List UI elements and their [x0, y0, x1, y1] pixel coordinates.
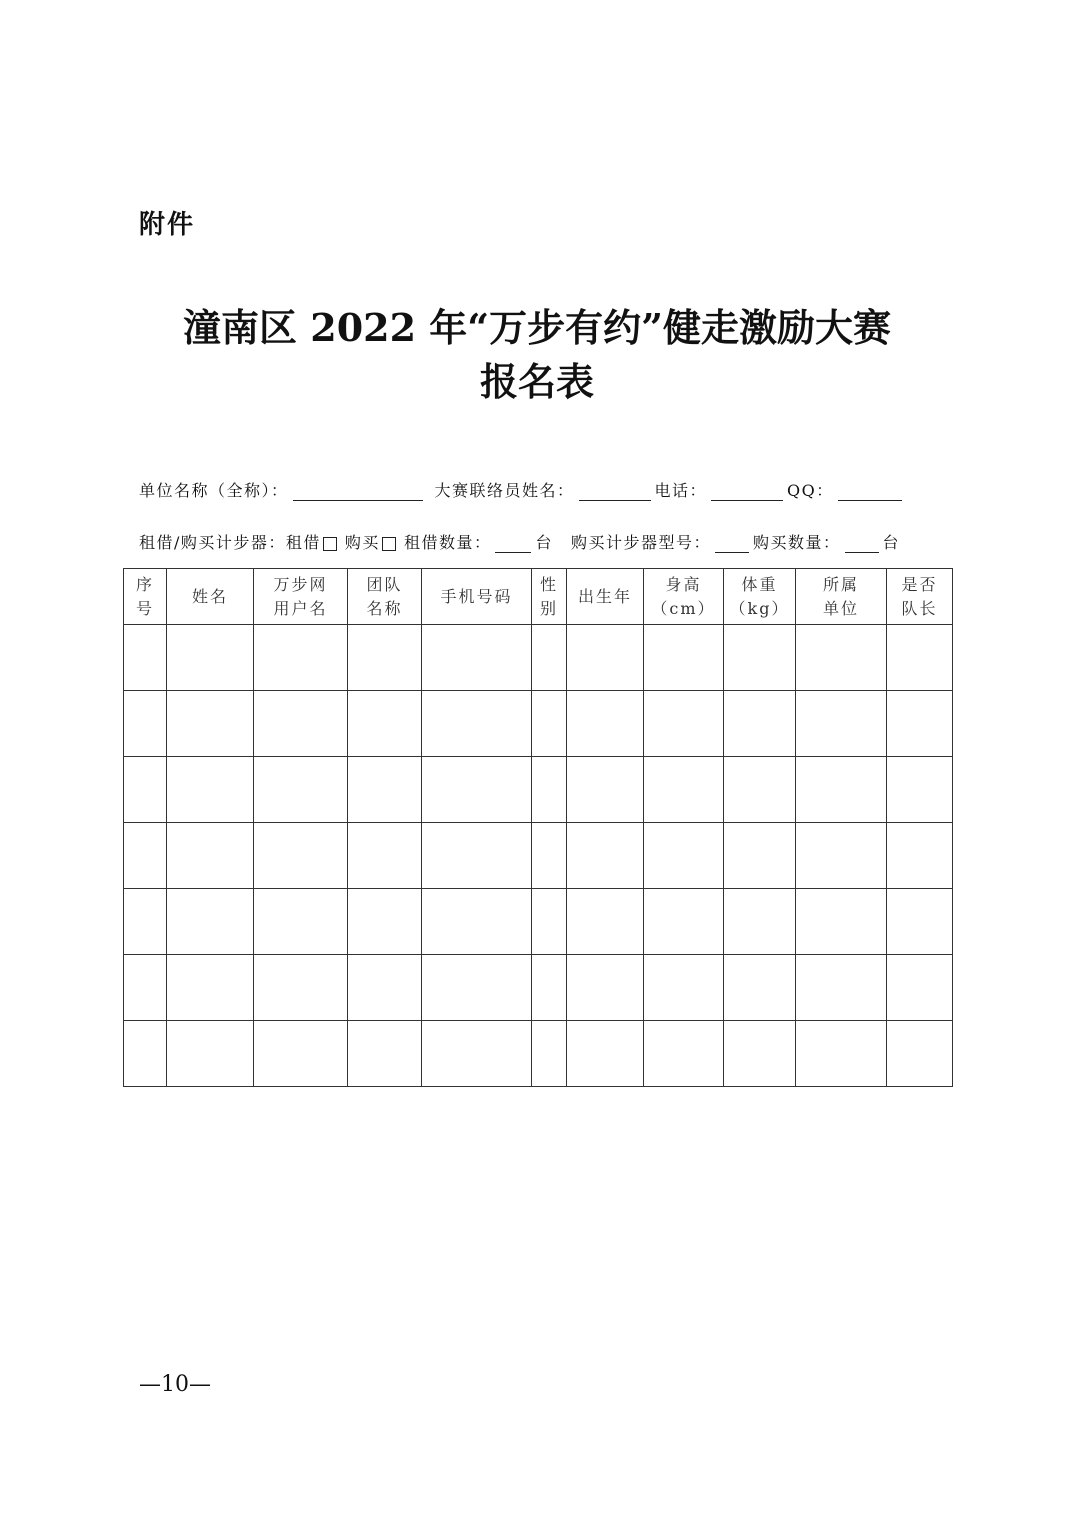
table-cell[interactable]	[124, 955, 167, 1021]
table-cell[interactable]	[724, 757, 796, 823]
column-header-line2: 队长	[901, 598, 938, 618]
table-cell[interactable]	[422, 757, 532, 823]
pedometer-label: 租借/购买计步器：	[139, 533, 286, 552]
phone-blank[interactable]	[711, 482, 783, 501]
table-cell[interactable]	[887, 625, 953, 691]
column-header-line1: 万步网	[273, 574, 328, 594]
column-header-line1: 姓名	[191, 586, 228, 606]
column-header-line1: 序	[135, 574, 154, 594]
table-cell[interactable]	[167, 823, 254, 889]
table-cell[interactable]	[644, 757, 724, 823]
attachment-label: 附件	[139, 210, 196, 240]
table-cell[interactable]	[887, 1021, 953, 1087]
table-cell[interactable]	[254, 691, 348, 757]
table-cell[interactable]	[796, 823, 887, 889]
table-cell[interactable]	[532, 625, 567, 691]
table-cell[interactable]	[167, 1021, 254, 1087]
table-cell[interactable]	[254, 889, 348, 955]
column-header	[422, 569, 532, 625]
column-header	[724, 569, 796, 625]
liaison-name-blank[interactable]	[579, 482, 651, 501]
column-header-line1: 所属	[822, 574, 859, 594]
phone-label: 电话：	[654, 481, 708, 500]
column-header-line2: （kg）	[729, 598, 790, 618]
table-cell[interactable]	[348, 823, 422, 889]
table-cell[interactable]	[532, 757, 567, 823]
table-cell[interactable]	[644, 955, 724, 1021]
table-row	[124, 691, 953, 757]
registration-table	[123, 568, 953, 1087]
table-body	[124, 625, 953, 1087]
column-header	[887, 569, 953, 625]
model-blank[interactable]	[715, 534, 749, 553]
rent-checkbox[interactable]	[323, 537, 337, 551]
column-header-line2: 名称	[366, 598, 403, 618]
column-header	[532, 569, 567, 625]
column-header-line2: 单位	[822, 598, 859, 618]
column-header-line1: 是否	[901, 574, 938, 594]
table-row	[124, 1021, 953, 1087]
table-row	[124, 955, 953, 1021]
table-cell[interactable]	[796, 757, 887, 823]
table-cell[interactable]	[724, 1021, 796, 1087]
table-cell[interactable]	[348, 955, 422, 1021]
table-cell[interactable]	[796, 625, 887, 691]
unit-name-label: 单位名称（全称）：	[139, 481, 289, 500]
table-row	[124, 823, 953, 889]
column-header-line2: 用户名	[273, 598, 328, 618]
qq-label: QQ：	[787, 481, 834, 500]
column-header-line2: 别	[539, 598, 558, 618]
table-cell[interactable]	[254, 757, 348, 823]
table-cell[interactable]	[887, 955, 953, 1021]
form-title-line1: 潼南区 2022 年“万步有约”健走激励大赛	[183, 305, 891, 350]
table-cell[interactable]	[796, 889, 887, 955]
table-cell[interactable]	[567, 1021, 644, 1087]
column-header-line1: 出生年	[577, 586, 632, 606]
table-cell[interactable]	[348, 1021, 422, 1087]
table-cell[interactable]	[348, 889, 422, 955]
table-cell[interactable]	[796, 1021, 887, 1087]
table-cell[interactable]	[124, 625, 167, 691]
table-cell[interactable]	[254, 625, 348, 691]
table-cell[interactable]	[567, 691, 644, 757]
column-header-line2: （cm）	[651, 598, 716, 618]
table-cell[interactable]	[124, 757, 167, 823]
rent-qty-label: 租借数量：	[403, 533, 492, 552]
buy-qty-blank[interactable]	[845, 534, 879, 553]
table-cell[interactable]	[887, 889, 953, 955]
table-cell[interactable]	[422, 625, 532, 691]
column-header-line2: 号	[135, 598, 154, 618]
qq-blank[interactable]	[838, 482, 902, 501]
table-cell[interactable]	[167, 625, 254, 691]
table-cell[interactable]	[644, 889, 724, 955]
rent-option-label: 租借	[285, 533, 321, 552]
column-header-line1: 团队	[366, 574, 403, 594]
table-cell[interactable]	[167, 757, 254, 823]
buy-qty-unit: 台	[882, 533, 901, 552]
column-header	[124, 569, 167, 625]
table-cell[interactable]	[644, 823, 724, 889]
table-cell[interactable]	[724, 625, 796, 691]
table-cell[interactable]	[724, 955, 796, 1021]
table-cell[interactable]	[796, 691, 887, 757]
table-row	[124, 889, 953, 955]
info-line-pedometer	[139, 530, 900, 553]
model-label: 购买计步器型号：	[570, 533, 711, 552]
column-header	[796, 569, 887, 625]
table-cell[interactable]	[567, 955, 644, 1021]
column-header	[644, 569, 724, 625]
page-number: —10—	[139, 1372, 211, 1397]
table-cell[interactable]	[124, 889, 167, 955]
table-cell[interactable]	[532, 823, 567, 889]
unit-name-blank[interactable]	[293, 482, 423, 501]
buy-option-label: 购买	[344, 533, 380, 552]
buy-checkbox[interactable]	[382, 537, 396, 551]
info-line-unit	[139, 478, 906, 501]
table-cell[interactable]	[422, 823, 532, 889]
table-cell[interactable]	[567, 757, 644, 823]
table-cell[interactable]	[567, 823, 644, 889]
liaison-name-label: 大赛联络员姓名：	[434, 481, 575, 500]
column-header-line1: 体重	[741, 574, 778, 594]
buy-qty-label: 购买数量：	[752, 533, 841, 552]
table-cell[interactable]	[254, 1021, 348, 1087]
table-cell[interactable]	[422, 889, 532, 955]
header-row	[124, 569, 953, 625]
table-cell[interactable]	[422, 955, 532, 1021]
table-cell[interactable]	[124, 691, 167, 757]
table-cell[interactable]	[348, 625, 422, 691]
table-cell[interactable]	[422, 1021, 532, 1087]
rent-qty-blank[interactable]	[495, 534, 531, 553]
table-cell[interactable]	[644, 1021, 724, 1087]
table-cell[interactable]	[254, 955, 348, 1021]
table-cell[interactable]	[567, 889, 644, 955]
column-header-line1: 身高	[665, 574, 702, 594]
form-title-line2: 报名表	[479, 359, 594, 404]
table-cell[interactable]	[167, 955, 254, 1021]
table-header	[124, 569, 953, 625]
column-header	[348, 569, 422, 625]
table-cell[interactable]	[124, 823, 167, 889]
table-cell[interactable]	[887, 691, 953, 757]
column-header	[567, 569, 644, 625]
table-cell[interactable]	[644, 691, 724, 757]
table-cell[interactable]	[724, 823, 796, 889]
table-cell[interactable]	[532, 889, 567, 955]
table-cell[interactable]	[724, 691, 796, 757]
table-cell[interactable]	[348, 691, 422, 757]
table-cell[interactable]	[124, 1021, 167, 1087]
table-cell[interactable]	[887, 823, 953, 889]
table-cell[interactable]	[254, 823, 348, 889]
table-cell[interactable]	[644, 625, 724, 691]
column-header	[167, 569, 254, 625]
table-cell[interactable]	[532, 955, 567, 1021]
table-cell[interactable]	[532, 1021, 567, 1087]
table-cell[interactable]	[348, 757, 422, 823]
table-cell[interactable]	[532, 691, 567, 757]
table-cell[interactable]	[567, 625, 644, 691]
table-cell[interactable]	[724, 889, 796, 955]
column-header-line1: 手机号码	[440, 586, 513, 606]
table-cell[interactable]	[887, 757, 953, 823]
table-cell[interactable]	[167, 889, 254, 955]
table-cell[interactable]	[167, 691, 254, 757]
table-row	[124, 757, 953, 823]
column-header-line1: 性	[539, 574, 558, 594]
rent-qty-unit: 台	[535, 533, 553, 552]
table-row	[124, 625, 953, 691]
table-cell[interactable]	[796, 955, 887, 1021]
column-header	[254, 569, 348, 625]
table-cell[interactable]	[422, 691, 532, 757]
